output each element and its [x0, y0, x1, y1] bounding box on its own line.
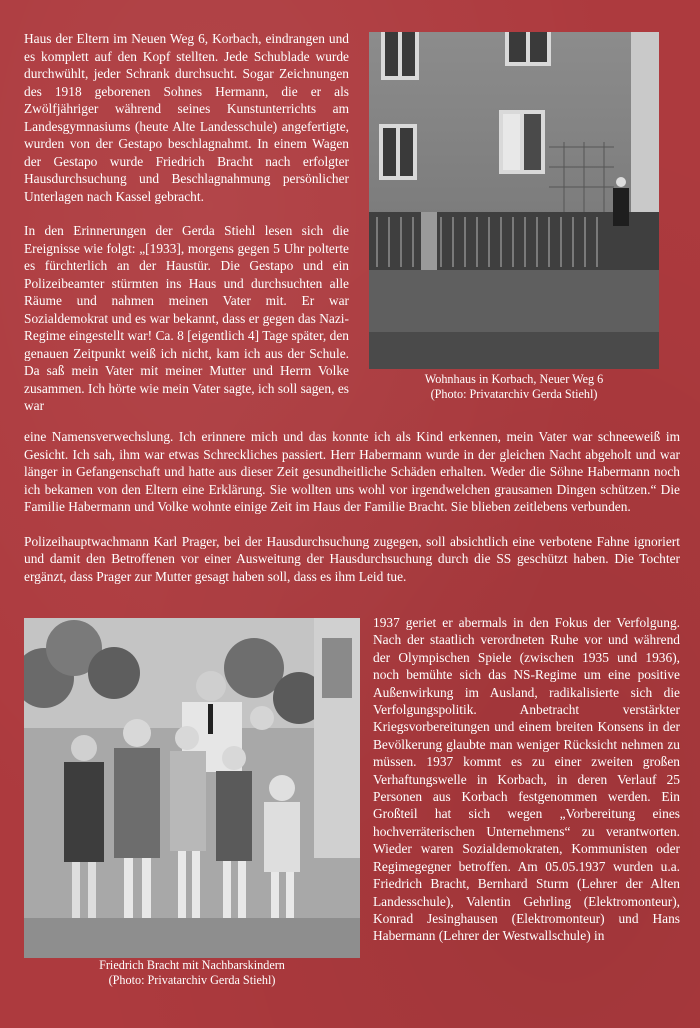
- caption-children-credit: (Photo: Privatarchiv Gerda Stiehl): [108, 973, 276, 987]
- paragraph-house-search: Haus der Eltern im Neuen Weg 6, Korbach, eindrangen und es komplett auf den Kopf stellten. Jede Schublade wurde durchwühlt, jeder Schrank durchsucht. Sogar Zeichnungen des 1918 geborenen Sohnes Hermann, die er als Zwölfjähriger während seines Kunstunterrichts am Landesgymnasiums (heute Alte Landesschule) angefertigte, wurden von der Gestapo beschlagnahmt. In einem Wagen der Gestapo wurde Friedrich Bracht nach erfolgter Hausdurchsuchung und Beschlagnahmung persönlicher Unterlagen nach Kassel gebracht.: [24, 31, 349, 204]
- children-photo: [24, 618, 360, 958]
- caption-children-title: Friedrich Bracht mit Nachbarskindern: [99, 958, 285, 972]
- paragraph-prager: Polizeihauptwachmann Karl Prager, bei der Hausdurchsuchung zugegen, soll absichtlich eine verbotene Fahne ignoriert und damit den Betroffenen vor einer Ausweitung der Hausdurchsuchung durch die SS geschützt haben. Die Tochter ergänzt, dass Prager zur Mutter gesagt haben soll, dass es ihm Leid tue.: [24, 533, 680, 584]
- text-column-bottom-right: [373, 614, 680, 945]
- text-column-wide: [24, 428, 680, 585]
- paragraph-1937: 1937 geriet er abermals in den Fokus der Verfolgung. Nach der staatlich verordneten Ruhe vor und während der Olympischen Spiele (zwischen 1935 und 1936), noch bemühte sich das NS-Regime um eine positive Außenwirkung im Ausland, radikalisierte sich die Verfolgungspolitik. Anbetracht verstärkter Kriegsvorbereitungen und einem breiten Konsens in der Bevölkerung glaubte man weniger Rücksicht nehmen zu müssen. 1937 kommt es zu einer zweiten großen Verhaftungswelle in Korbach, in deren Verlauf 25 Personen aus Korbach festgenommen werden. Ein Großteil hat sich wegen „Vorbereitung eines hochverräterischen Unternehmens“ zu verantworten. Wieder waren Sozialdemokraten, Kommunisten oder Regimegegner betroffen. Am 05.05.1937 wurden u.a. Friedrich Bracht, Bernhard Sturm (Lehrer der Alten Landesschule), Valentin Gehrling (Elektromonteur), Konrad Jesinghausen (Elektromonteur) und Hans Habermann (Lehrer der Westwallschule) in: [373, 615, 680, 944]
- house-photo-caption: [369, 372, 659, 402]
- text-column-top: [24, 30, 349, 415]
- caption-house-title: Wohnhaus in Korbach, Neuer Weg 6: [424, 372, 604, 386]
- paragraph-memories-start: In den Erinnerungen der Gerda Stiehl lesen sich die Ereignisse wie folgt: „[1933], morgens gegen 5 Uhr polterte es fürchterlich an der Haustür. Die Gestapo und ein Polizeibeamter stürmten ins Haus und durchsuchten alle Räume und nahmen meinen Vater mit. Er war Sozialdemokrat und es war bekannt, dass er gegen das Nazi-Regime eingestellt war! Ca. 8 [eigentlich 4] Tage später, den genauen Zeitpunkt weiß ich nicht, kam ich aus der Schule. Da saß mein Vater mit meiner Mutter und Herrn Volke zusammen. Ich hörte wie mein Vater sagte, ich soll sagen, es war: [24, 223, 349, 413]
- caption-house-credit: (Photo: Privatarchiv Gerda Stiehl): [430, 387, 598, 401]
- children-photo-caption: [24, 958, 360, 988]
- house-photo: [369, 32, 659, 369]
- paragraph-memories-end: eine Namensverwechslung. Ich erinnere mich und das konnte ich als Kind erkennen, mein Vater war schneeweiß im Gesicht. Ich sah, ihm war etwas Schreckliches passiert. Herr Habermann wurde in der gleichen Nacht abgeholt und war länger in Gefangenschaft und hatte aus dieser Zeit gesundheitliche Schäden erhalten. Weder die Söhne Habermann noch ich bekamen von den Eltern eine Erklärung. Sie wollten uns wohl vor irgendwelchen grausamen Dingen schützen.“ Die Familie Habermann und Volke wohnte einige Zeit im Haus der Familie Bracht. Sie blieben zeitlebens verbunden.: [24, 429, 680, 514]
